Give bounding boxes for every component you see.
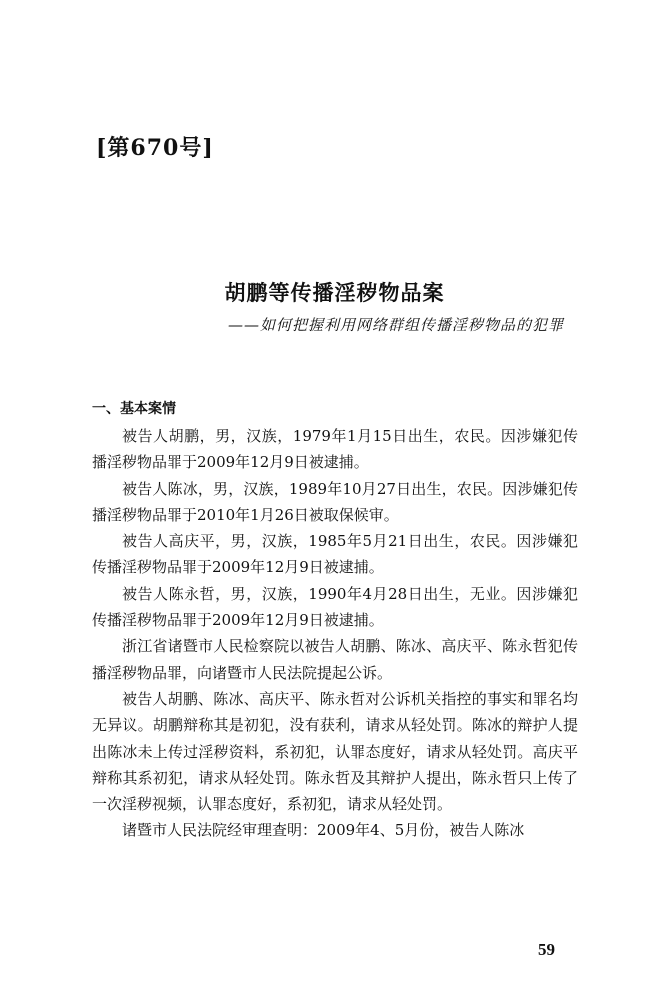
paragraph-defendant-hu-peng: 被告人胡鹏，男，汉族，1979年1月15日出生，农民。因涉嫌犯传播淫秽物品罪于2009年12月9日被逮捕。	[92, 427, 578, 472]
body-text	[92, 395, 578, 844]
article-title: 胡鹏等传播淫秽物品案	[224, 280, 445, 305]
paragraph-defendant-chen-bing: 被告人陈冰，男，汉族，1989年10月27日出生，农民。因涉嫌犯传播淫秽物品罪于2010年1月26日被取保候审。	[92, 479, 578, 524]
page-number: 59	[538, 940, 555, 959]
paragraph-court-findings: 诸暨市人民法院经审理查明：2009年4、5月份，被告人陈冰	[122, 821, 525, 840]
paragraph-defendant-chen-yongzhe: 被告人陈永哲，男，汉族，1990年4月28日出生，无业。因涉嫌犯传播淫秽物品罪于2009年12月9日被逮捕。	[92, 584, 578, 630]
case-number: [第670号]	[96, 135, 214, 161]
article-subtitle: ——如何把握利用网络群组传播淫秽物品的犯罪	[228, 316, 565, 334]
section-heading: 一、基本案情	[92, 401, 176, 417]
paragraph-defense: 被告人胡鹏、陈冰、高庆平、陈永哲对公诉机关指控的事实和罪名均无异议。胡鹏辩称其是初犯，没有获利，请求从轻处罚。陈冰的辩护人提出陈冰未上传过淫秽资料，系初犯，认罪态度好，请求从轻处罚。高庆平辩称其系初犯，请求从轻处罚。陈永哲及其辩护人提出，陈永哲只上传了一次淫秽视频，认罪态度好，系初犯，请求从轻处罚。	[92, 689, 578, 814]
paragraph-defendant-gao-qingping: 被告人高庆平，男，汉族，1985年5月21日出生，农民。因涉嫌犯传播淫秽物品罪于2009年12月9日被逮捕。	[92, 532, 578, 577]
paragraph-prosecution: 浙江省诸暨市人民检察院以被告人胡鹏、陈冰、高庆平、陈永哲犯传播淫秽物品罪，向诸暨市人民法院提起公诉。	[92, 637, 578, 682]
